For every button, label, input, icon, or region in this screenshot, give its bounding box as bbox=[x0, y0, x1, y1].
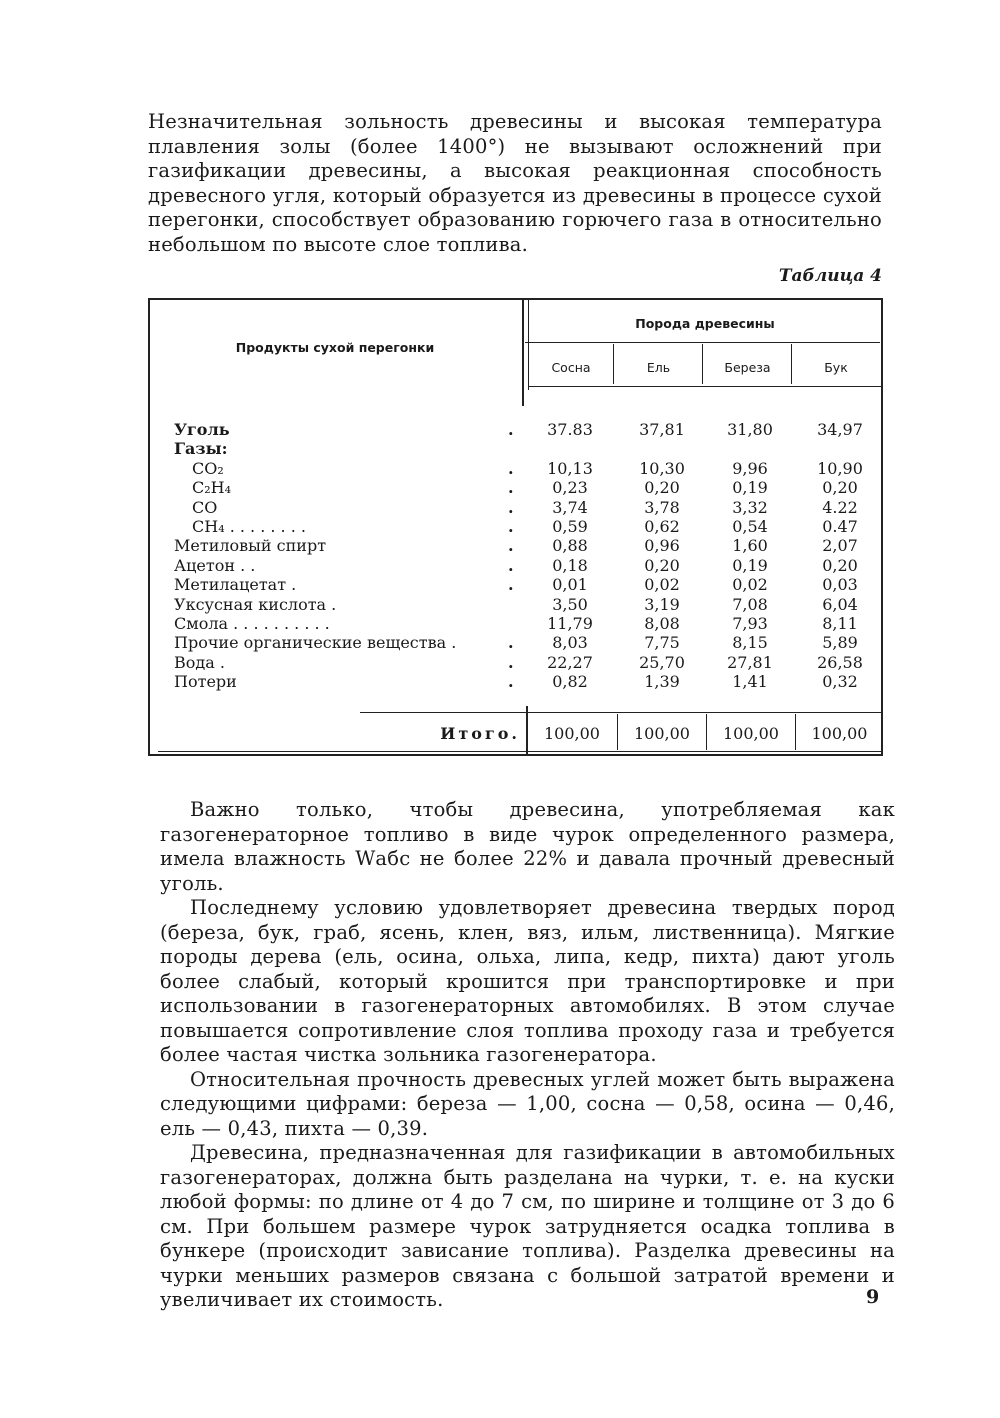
cell: 31,80 bbox=[727, 420, 773, 439]
cell: 4.22 bbox=[822, 497, 858, 517]
table-row bbox=[150, 498, 881, 517]
table-caption: Таблица 4 bbox=[778, 266, 882, 286]
row-dots: . bbox=[508, 478, 514, 498]
cell: 0,02 bbox=[732, 575, 768, 595]
cell: 3,78 bbox=[644, 497, 680, 517]
cell: 0,23 bbox=[552, 478, 588, 498]
cell: 7,08 bbox=[732, 594, 768, 614]
cell: 0,01 bbox=[552, 575, 588, 595]
divider bbox=[522, 300, 524, 406]
paragraph: Важно только, чтобы древесина, употребляемая как газогенераторное топливо в виде чурок определенного размера, имела влажность Wабс не более 22% и давала прочный древесный уголь. bbox=[160, 798, 895, 895]
row-label: C₂H₄ bbox=[192, 478, 232, 498]
header-species: Ель bbox=[646, 360, 671, 375]
cell: 0,54 bbox=[732, 516, 768, 536]
table-row bbox=[150, 459, 881, 478]
cell: 3,74 bbox=[552, 497, 588, 517]
cell: 0,18 bbox=[552, 555, 588, 575]
cell: 0,32 bbox=[822, 672, 858, 692]
row-dots: . bbox=[508, 516, 514, 536]
paragraph: Относительная прочность древесных углей может быть выражена следующими цифрами: береза — 1,00, сосна — 0,58, осина — 0,46, ель — 0,43, пихта — 0,39. bbox=[160, 1067, 895, 1140]
row-label: CO₂ bbox=[192, 458, 224, 478]
row-label: Вода . bbox=[174, 652, 225, 672]
cell: 25,70 bbox=[639, 652, 685, 672]
row-label: Ацетон . . bbox=[174, 555, 256, 575]
paragraph: Последнему условию удовлетворяет древесина твердых пород (береза, бук, граб, ясень, клен, вяз, ильм, лиственница). Мягкие породы дерева (ель, осина, ольха, липа, кедр, пихта) дают уголь более слабый, который крошится при транспортировке и при использовании в газогенераторных автомобилях. В этом случае повышается сопротивление слоя топлива проходу газа и требуется более частая чистка зольника газогенератора. bbox=[160, 896, 895, 1066]
cell: 37,81 bbox=[639, 420, 685, 439]
cell: 34,97 bbox=[817, 420, 863, 439]
cell: 0,20 bbox=[822, 478, 858, 498]
header-species-group: Порода древесины bbox=[635, 316, 775, 331]
cell: 0,20 bbox=[644, 478, 680, 498]
table-row bbox=[150, 536, 881, 555]
cell: 10,30 bbox=[639, 458, 685, 478]
cell: 0.47 bbox=[822, 516, 858, 536]
cell: 0,88 bbox=[552, 536, 588, 556]
intro-paragraph: Незначительная зольность древесины и высокая температура плавления золы (более 1400°) не вызывают осложнений при газификации древесины, а высокая реакционная способность древесного угля, который образуется из древесины в процессе сухой перегонки, способствует образованию горючего газа в относительно небольшом по высоте слое топлива. bbox=[148, 110, 882, 256]
cell: 7,75 bbox=[644, 633, 680, 653]
table-row bbox=[150, 439, 881, 458]
cell: 3,32 bbox=[732, 497, 768, 517]
row-dots: . bbox=[508, 420, 514, 439]
cell: 22,27 bbox=[547, 652, 593, 672]
total-label: Итого. bbox=[440, 724, 520, 743]
row-dots: . bbox=[508, 458, 514, 478]
divider bbox=[528, 300, 529, 390]
cell: 10,13 bbox=[547, 458, 593, 478]
row-dots: . bbox=[508, 497, 514, 517]
row-dots: . bbox=[508, 536, 514, 556]
divider bbox=[791, 344, 792, 384]
cell: 6,04 bbox=[822, 594, 858, 614]
row-label: Уксусная кислота . bbox=[174, 594, 337, 614]
table-row bbox=[150, 517, 881, 536]
cell: 1,41 bbox=[732, 672, 768, 692]
divider bbox=[702, 344, 703, 384]
row-dots: . bbox=[508, 575, 514, 595]
cell: 10,90 bbox=[817, 458, 863, 478]
table-row bbox=[150, 478, 881, 497]
header-species: Бук bbox=[824, 360, 848, 375]
total-cell: 100,00 bbox=[544, 724, 600, 743]
table-row bbox=[150, 575, 881, 594]
row-dots: . bbox=[508, 555, 514, 575]
cell: 0,19 bbox=[732, 478, 768, 498]
total-cell: 100,00 bbox=[634, 724, 690, 743]
cell: 8,03 bbox=[552, 633, 588, 653]
row-label: CO bbox=[192, 497, 218, 517]
header-species: Сосна bbox=[551, 360, 591, 375]
row-label: Смола . . . . . . . . . . bbox=[174, 613, 330, 633]
data-table bbox=[148, 298, 883, 756]
cell: 0,62 bbox=[644, 516, 680, 536]
table-body bbox=[150, 420, 881, 691]
row-label: Метиловый спирт bbox=[174, 536, 327, 556]
cell: 8,08 bbox=[644, 613, 680, 633]
divider bbox=[528, 386, 883, 387]
table-row bbox=[150, 556, 881, 575]
cell: 0,20 bbox=[822, 555, 858, 575]
divider bbox=[525, 342, 880, 343]
row-label: Газы: bbox=[174, 439, 228, 459]
cell: 5,89 bbox=[822, 633, 858, 653]
table-row bbox=[150, 653, 881, 672]
paragraph: Древесина, предназначенная для газификации в автомобильных газогенераторах, должна быть разделана на чурки, т. е. на куски любой формы: по длине от 4 до 7 см, по ширине и толщине от 3 до 6 см. При большем размере чурок затрудняется осадка топлива в бункере (происходит зависание топлива). Разделка древесины на чурки меньших размеров связана с большой затратой времени и увеличивает их стоимость. bbox=[160, 1141, 895, 1311]
table-row bbox=[150, 420, 881, 439]
table-row bbox=[150, 595, 881, 614]
cell: 0,59 bbox=[552, 516, 588, 536]
cell: 2,07 bbox=[822, 536, 858, 556]
cell: 1,60 bbox=[732, 536, 768, 556]
page-number: 9 bbox=[866, 1286, 880, 1308]
row-dots: . bbox=[508, 672, 514, 692]
row-label: CH₄ . . . . . . . . bbox=[192, 516, 306, 536]
cell: 26,58 bbox=[817, 652, 863, 672]
cell: 9,96 bbox=[732, 458, 768, 478]
row-label: Прочие органические вещества . bbox=[174, 633, 457, 653]
total-cell: 100,00 bbox=[811, 724, 868, 743]
cell: 1,39 bbox=[644, 672, 680, 692]
row-dots: . bbox=[508, 633, 514, 653]
cell: 37.83 bbox=[547, 420, 593, 439]
body-text bbox=[160, 798, 895, 1313]
table-row bbox=[150, 672, 881, 691]
cell: 0,20 bbox=[644, 555, 680, 575]
cell: 11,79 bbox=[547, 613, 593, 633]
table-row bbox=[150, 614, 881, 633]
header-products: Продукты сухой перегонки bbox=[235, 340, 435, 355]
cell: 0,96 bbox=[644, 536, 680, 556]
cell: 0,02 bbox=[644, 575, 680, 595]
row-label: Уголь bbox=[174, 420, 230, 439]
row-dots: . bbox=[508, 652, 514, 672]
row-label: Метилацетат . bbox=[174, 575, 297, 595]
cell: 3,19 bbox=[644, 594, 680, 614]
cell: 0,19 bbox=[732, 555, 768, 575]
cell: 8,11 bbox=[822, 613, 858, 633]
cell: 0,03 bbox=[822, 575, 858, 595]
table-row bbox=[150, 633, 881, 652]
row-label: Потери bbox=[174, 672, 237, 692]
cell: 27,81 bbox=[727, 652, 773, 672]
cell: 8,15 bbox=[732, 633, 768, 653]
header-species: Береза bbox=[724, 360, 771, 375]
cell: 0,82 bbox=[552, 672, 588, 692]
cell: 7,93 bbox=[732, 613, 768, 633]
cell: 3,50 bbox=[552, 594, 588, 614]
total-cell: 100,00 bbox=[723, 724, 779, 743]
divider bbox=[360, 712, 883, 713]
